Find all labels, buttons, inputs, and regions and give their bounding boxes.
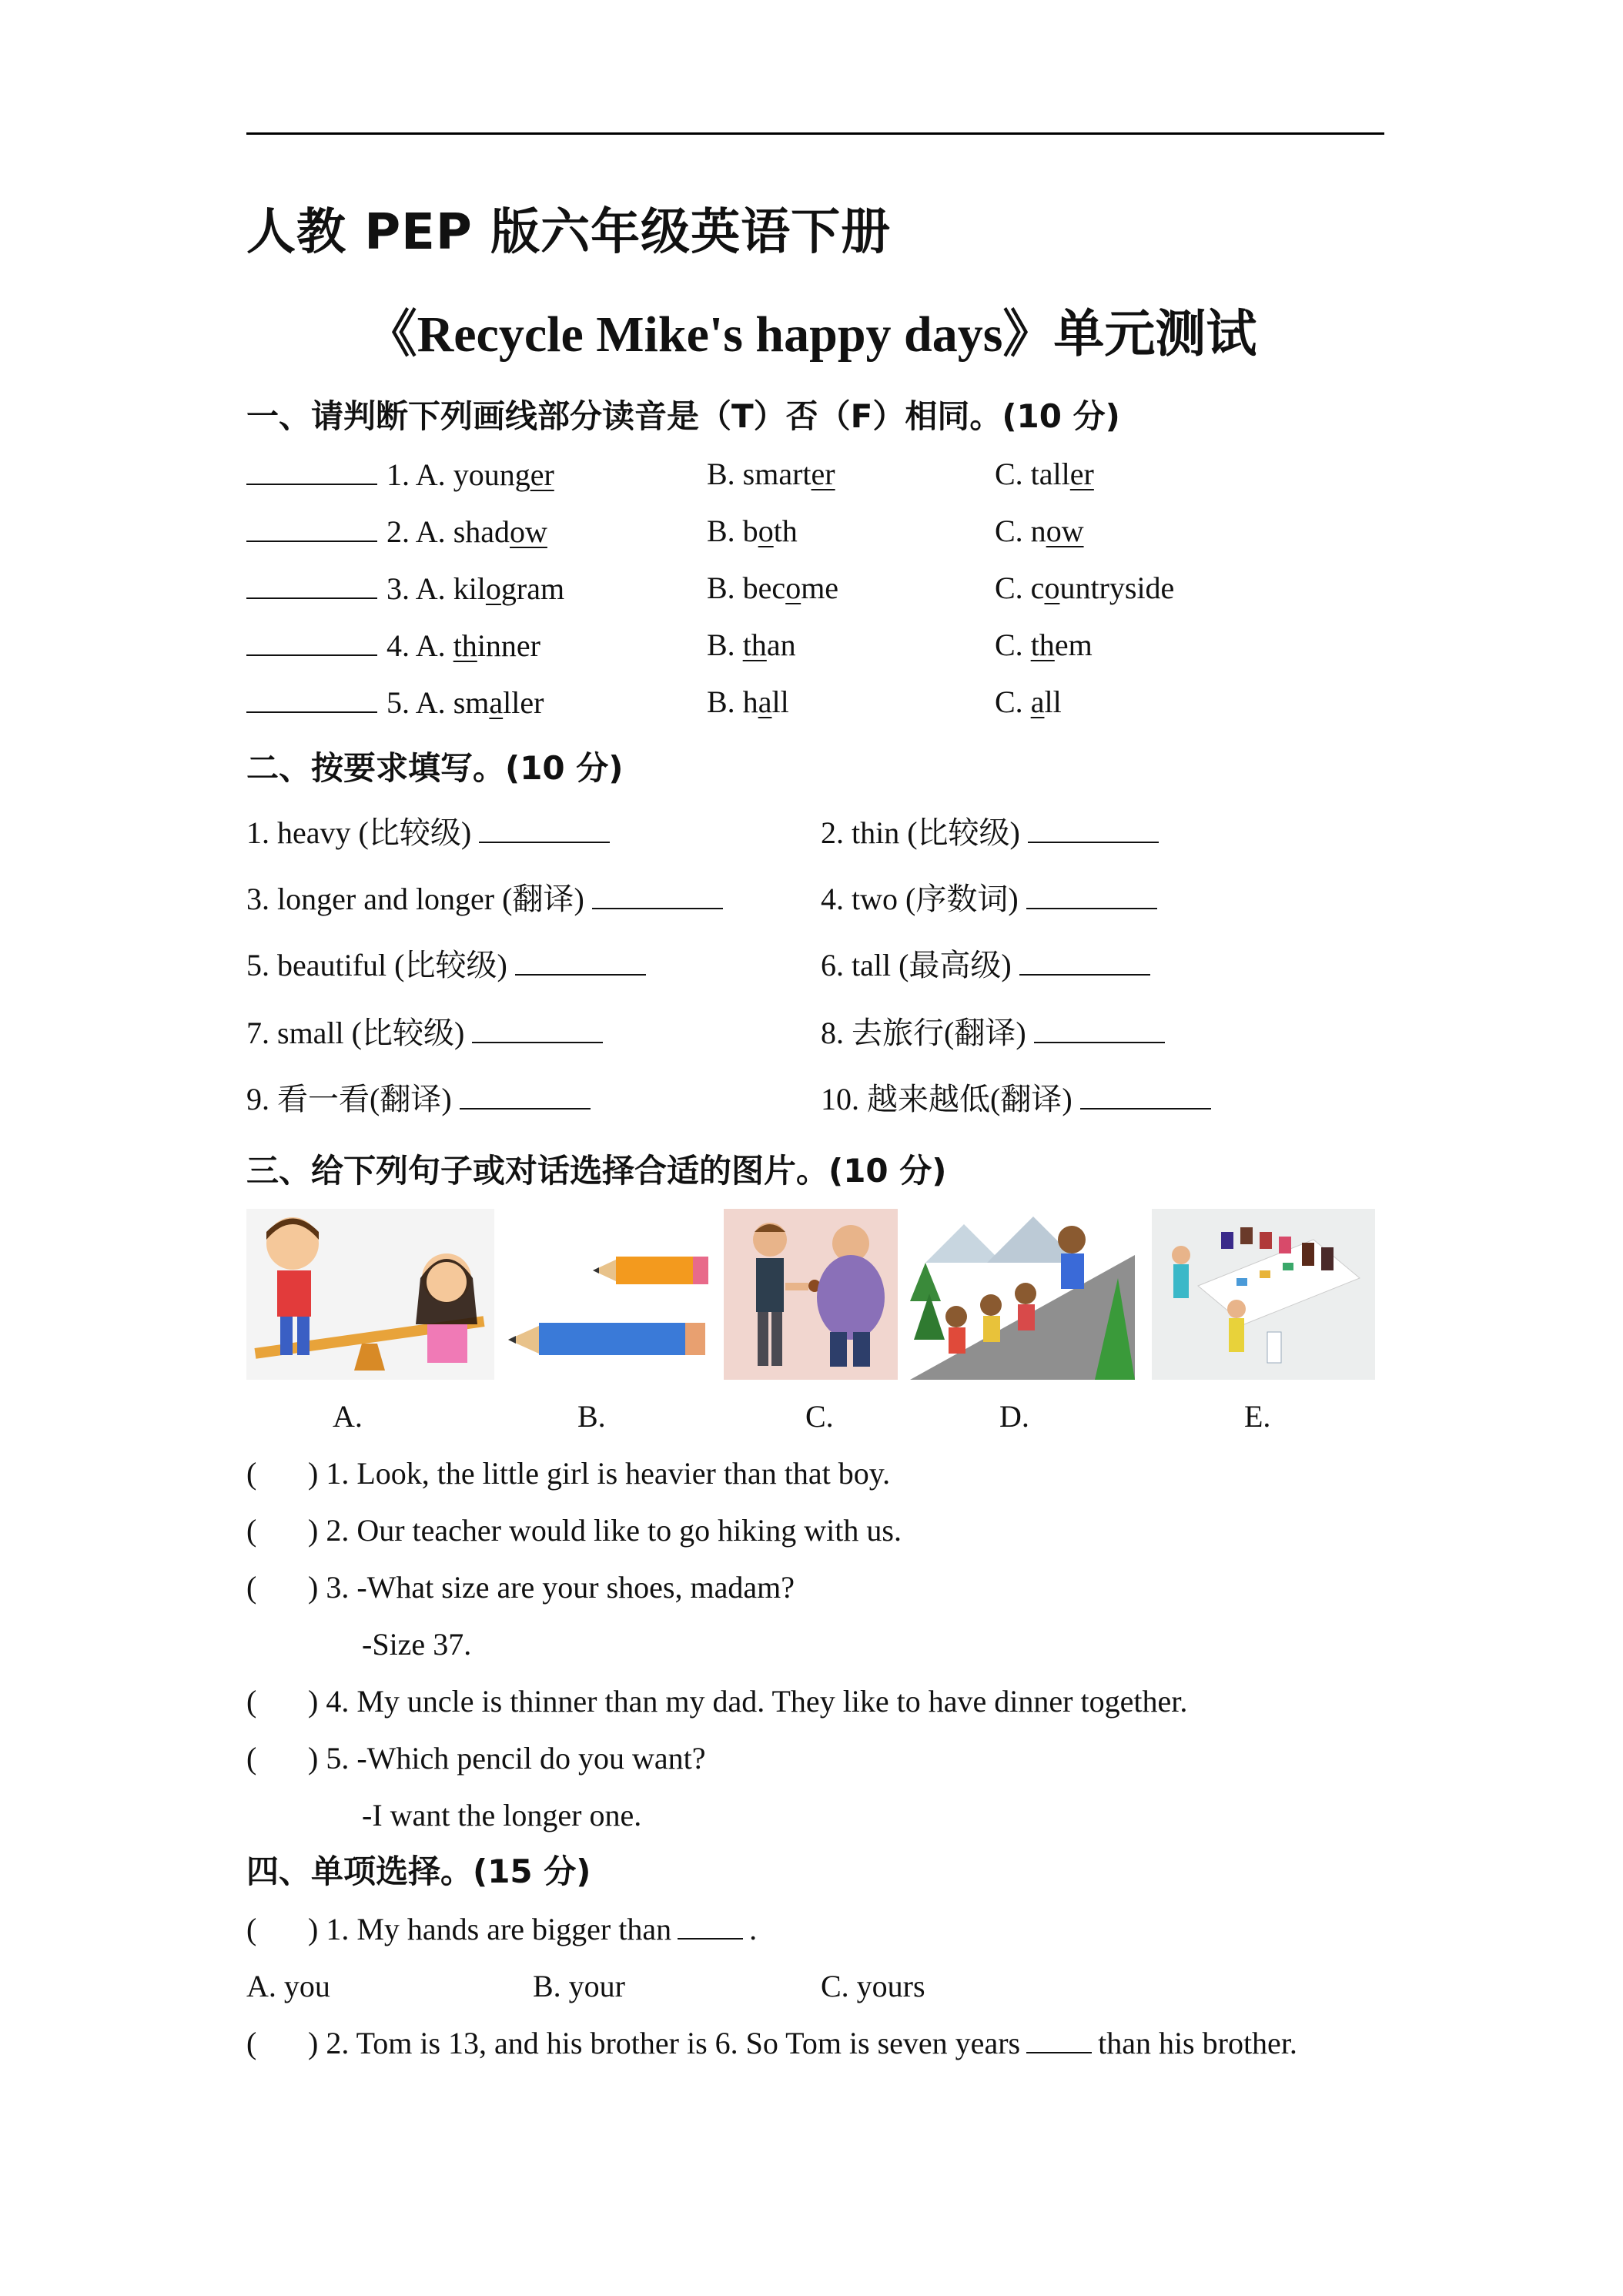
pronunciation-item-a xyxy=(246,570,564,607)
fill-item xyxy=(246,941,646,985)
fill-item-prompt: 1. heavy (比较级) xyxy=(246,815,472,850)
answer-blank[interactable] xyxy=(1026,2026,1092,2053)
fill-item-blank[interactable] xyxy=(592,882,723,909)
underlined-letters: o xyxy=(785,571,801,605)
picture-b-pencils xyxy=(508,1209,708,1380)
picture-label: A. xyxy=(333,1399,363,1434)
word-part: em xyxy=(1054,628,1093,662)
word-part: ll xyxy=(1044,684,1062,719)
fill-item-blank[interactable] xyxy=(1026,882,1157,909)
exam-title: 人教 PEP 版六年级英语下册 xyxy=(246,204,892,261)
word-part: an xyxy=(766,628,796,662)
fill-item-prompt: 4. two (序数词) xyxy=(821,882,1019,916)
choice-question-2 xyxy=(246,2025,1297,2061)
word-part: C. c xyxy=(995,571,1045,605)
underlined-letters: o xyxy=(758,514,774,548)
fill-item xyxy=(246,875,723,919)
item-number: 5. A. xyxy=(387,685,453,720)
underlined-letters: o xyxy=(1044,571,1060,605)
fill-item xyxy=(821,1009,1165,1053)
question-text: ) 2. Our teacher would like to go hiking with us. xyxy=(308,1513,902,1548)
word-part: shad xyxy=(453,514,510,549)
word-part: B. smart xyxy=(707,457,812,491)
fill-item xyxy=(246,1009,603,1053)
underlined-letters: er xyxy=(811,457,835,491)
item-number: 4. A. xyxy=(387,628,453,663)
word-part: th xyxy=(773,514,798,548)
underlined-letters: o xyxy=(485,571,501,606)
word-part: C. xyxy=(995,684,1031,719)
fill-item xyxy=(246,808,610,852)
question-end: than his brother. xyxy=(1098,2026,1297,2060)
pronunciation-item-c xyxy=(995,570,1174,606)
word-part: C. tall xyxy=(995,457,1070,491)
picture-label: D. xyxy=(999,1399,1029,1434)
fill-item-blank[interactable] xyxy=(1080,1082,1211,1110)
fill-item-blank[interactable] xyxy=(460,1082,591,1110)
word-part: untryside xyxy=(1059,571,1175,605)
question-text: ) 2. Tom is 13, and his brother is 6. So Tom is seven years xyxy=(308,2026,1021,2060)
choice-option[interactable]: B. your xyxy=(533,1969,625,2003)
match-question xyxy=(246,1512,902,1548)
picture-label: B. xyxy=(577,1399,606,1434)
underlined-letters: er xyxy=(530,457,554,492)
word-part: me xyxy=(801,571,839,605)
choice-option[interactable]: A. you xyxy=(246,1969,330,2003)
fill-item-prompt: 9. 看一看(翻译) xyxy=(246,1082,452,1116)
underlined-letters: ow xyxy=(510,514,547,549)
pronunciation-item-c xyxy=(995,627,1093,663)
word-part: sm xyxy=(453,685,490,720)
pronunciation-item-a xyxy=(246,684,544,721)
fill-item-blank[interactable] xyxy=(1034,1016,1165,1043)
item-number: 3. A. xyxy=(387,571,453,606)
picture-label: C. xyxy=(805,1399,834,1434)
section-4-heading: 四、单项选择。(15 分) xyxy=(246,1853,591,1890)
answer-paren[interactable]: ( xyxy=(246,1684,257,1719)
fill-item-blank[interactable] xyxy=(472,1016,603,1043)
pronunciation-item-a xyxy=(246,627,540,664)
question-text: ) 4. My uncle is thinner than my dad. They like to have dinner together. xyxy=(308,1684,1188,1719)
item-number: 1. A. xyxy=(387,457,453,492)
fill-item-prompt: 3. longer and longer (翻译) xyxy=(246,882,584,916)
picture-a-seesaw xyxy=(246,1209,494,1380)
choice-option[interactable]: C. yours xyxy=(821,1969,925,2003)
answer-paren[interactable]: ( xyxy=(246,1570,257,1605)
word-part: young xyxy=(453,457,530,492)
underlined-letters: a xyxy=(758,684,772,719)
picture-label: E. xyxy=(1244,1399,1271,1434)
choice-question-1 xyxy=(246,1911,757,1947)
fill-item-blank[interactable] xyxy=(479,815,610,843)
answer-blank[interactable] xyxy=(246,456,377,485)
pronunciation-item-c xyxy=(995,684,1062,720)
answer-paren[interactable]: ( xyxy=(246,1513,257,1548)
fill-item xyxy=(821,808,1159,852)
answer-blank[interactable] xyxy=(246,570,377,599)
word-part: C. xyxy=(995,628,1031,662)
answer-blank[interactable] xyxy=(678,1912,743,1940)
fill-item-blank[interactable] xyxy=(1019,948,1150,976)
fill-item xyxy=(246,1075,591,1119)
pronunciation-item-b xyxy=(707,570,838,606)
question-text: -I want the longer one. xyxy=(362,1798,642,1832)
question-text: ) 1. My hands are bigger than xyxy=(308,1912,672,1946)
word-part: ll xyxy=(771,684,789,719)
word-part: ller xyxy=(503,685,544,720)
word-part: B. b xyxy=(707,514,758,548)
fill-item-prompt: 10. 越来越低(翻译) xyxy=(821,1082,1073,1116)
pronunciation-item-c xyxy=(995,513,1084,549)
underlined-letters: th xyxy=(742,628,767,662)
fill-item-prompt: 8. 去旅行(翻译) xyxy=(821,1016,1026,1050)
answer-blank[interactable] xyxy=(246,513,377,542)
fill-item xyxy=(821,875,1157,919)
fill-item xyxy=(821,1075,1211,1119)
picture-e-shoe-store xyxy=(1152,1209,1375,1380)
section-3-heading: 三、给下列句子或对话选择合适的图片。(10 分) xyxy=(246,1152,947,1190)
match-question xyxy=(362,1797,641,1833)
picture-c-two-men xyxy=(724,1209,898,1380)
word-part: inner xyxy=(477,628,540,663)
pronunciation-item-b xyxy=(707,456,835,492)
section-2-heading: 二、按要求填写。(10 分) xyxy=(246,749,624,787)
underlined-letters: th xyxy=(1030,628,1055,662)
word-part: gram xyxy=(500,571,565,606)
exam-subtitle: 《Recycle Mike's happy days》单元测试 xyxy=(366,306,1257,363)
pronunciation-item-b xyxy=(707,627,796,663)
word-part: B. h xyxy=(707,684,758,719)
match-question xyxy=(246,1740,706,1776)
fill-item-blank[interactable] xyxy=(515,948,646,976)
fill-item-prompt: 2. thin (比较级) xyxy=(821,815,1020,850)
fill-item-blank[interactable] xyxy=(1028,815,1159,843)
underlined-letters: th xyxy=(453,628,477,663)
item-number: 2. A. xyxy=(387,514,453,549)
word-part: kil xyxy=(453,571,486,606)
pronunciation-item-c xyxy=(995,456,1094,492)
pronunciation-item-b xyxy=(707,513,798,549)
pronunciation-item-a xyxy=(246,513,547,550)
pronunciation-item-a xyxy=(246,456,554,493)
match-question xyxy=(246,1683,1187,1719)
fill-item xyxy=(821,941,1150,985)
answer-paren[interactable]: ( xyxy=(246,1741,257,1776)
question-end: . xyxy=(749,1912,758,1946)
fill-item-prompt: 5. beautiful (比较级) xyxy=(246,948,507,982)
underlined-letters: a xyxy=(1030,684,1045,719)
header-rule xyxy=(246,132,1384,135)
answer-blank[interactable] xyxy=(246,684,377,713)
fill-item-prompt: 7. small (比较级) xyxy=(246,1016,465,1050)
underlined-letters: ow xyxy=(1046,514,1084,548)
question-text: ) 3. -What size are your shoes, madam? xyxy=(308,1570,795,1605)
question-text: -Size 37. xyxy=(362,1627,472,1662)
question-text: ) 1. Look, the little girl is heavier than that boy. xyxy=(308,1456,891,1491)
answer-paren[interactable]: ( xyxy=(246,1456,257,1491)
section-1-heading: 一、请判断下列画线部分读音是（T）否（F）相同。(10 分) xyxy=(246,397,1120,435)
match-question xyxy=(246,1455,890,1491)
underlined-letters: er xyxy=(1069,457,1094,491)
match-question xyxy=(246,1569,795,1605)
fill-item-prompt: 6. tall (最高级) xyxy=(821,948,1012,982)
word-part: B. xyxy=(707,628,743,662)
word-part: C. n xyxy=(995,514,1046,548)
answer-paren[interactable]: ( xyxy=(246,2026,257,2060)
word-part: B. bec xyxy=(707,571,786,605)
answer-blank[interactable] xyxy=(246,627,377,656)
picture-d-hiking xyxy=(910,1209,1135,1380)
pronunciation-item-b xyxy=(707,684,789,720)
match-question xyxy=(362,1626,471,1662)
underlined-letters: a xyxy=(489,685,504,720)
answer-paren[interactable]: ( xyxy=(246,1912,257,1946)
question-text: ) 5. -Which pencil do you want? xyxy=(308,1741,706,1776)
